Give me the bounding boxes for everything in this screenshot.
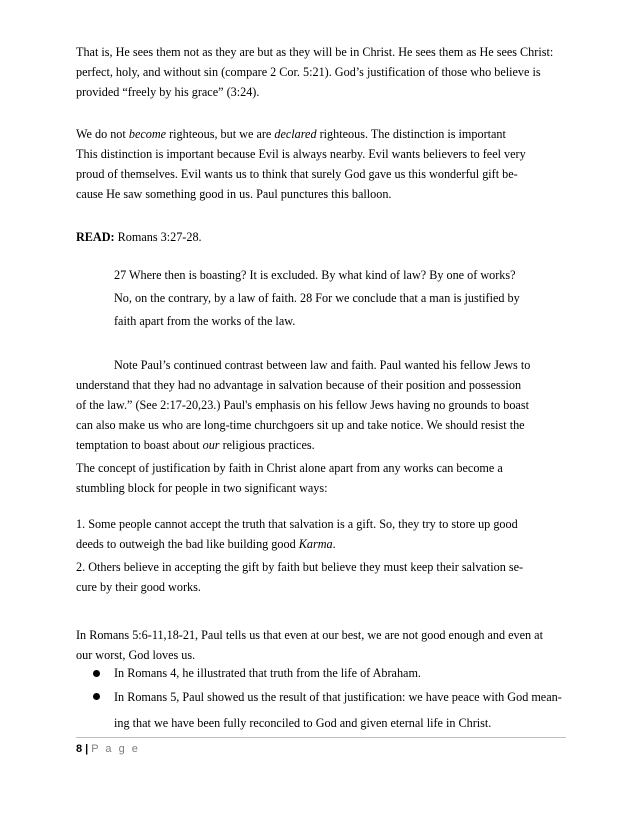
text-run: deeds to outweigh the bad like building good	[76, 537, 299, 551]
read-heading	[76, 227, 576, 247]
text-run: righteous. The distinction is important	[316, 127, 506, 141]
paragraph-justification-intro	[76, 42, 576, 102]
list-item	[76, 663, 576, 683]
text-line: 27 Where then is boasting? It is excluded. By what kind of law? By one of works?	[114, 268, 516, 282]
scripture-reference: Romans 3:27-28.	[114, 230, 202, 244]
italic-text: Karma	[298, 537, 333, 551]
text-run: religious practices.	[219, 438, 315, 452]
text-line: can also make us who are long-time churchgoers sit up and take notice. We should resist the	[76, 418, 525, 432]
paragraph-declared-righteous	[76, 124, 576, 204]
text-line: cause He saw something good in us. Paul punctures this balloon.	[76, 187, 392, 201]
text-line: stumbling block for people in two significant ways:	[76, 481, 328, 495]
page-footer	[76, 737, 566, 758]
italic-text: our	[202, 438, 220, 452]
list-item-text: In Romans 4, he illustrated that truth from the life of Abraham.	[114, 666, 421, 680]
text-line: of the law.” (See 2:17-20,23.) Paul's emphasis on his fellow Jews having no grounds to boast	[76, 398, 529, 412]
list-item	[76, 684, 576, 736]
footer-separator: |	[85, 743, 89, 755]
bullet-icon	[93, 693, 100, 700]
text-line	[76, 124, 576, 144]
text-line: cure by their good works.	[76, 580, 201, 594]
text-run: .	[332, 537, 336, 551]
page-word: P a g e	[91, 743, 140, 755]
text-line: No, on the contrary, by a law of faith. 28 For we conclude that a man is justified by	[114, 291, 520, 305]
text-line: proud of themselves. Evil wants us to think that surely God gave us this wonderful gift be-	[76, 167, 518, 181]
text-line: Note Paul’s continued contrast between law and faith. Paul wanted his fellow Jews to	[114, 358, 531, 372]
text-line: The concept of justification by faith in Christ alone apart from any works can become a	[76, 461, 503, 475]
numbered-point-1	[76, 514, 576, 554]
text-line: our worst, God loves us.	[76, 648, 196, 662]
bullet-list	[76, 663, 576, 736]
page-number-label	[76, 743, 140, 755]
paragraph-romans-5	[76, 625, 576, 665]
numbered-point-2	[76, 557, 576, 597]
text-line: provided “freely by his grace” (3:24).	[76, 85, 260, 99]
page-number: 8	[76, 743, 83, 755]
list-item-text: In Romans 5, Paul showed us the result of that justification: we have peace with God mean-	[114, 690, 562, 704]
italic-text: declared	[274, 127, 317, 141]
text-line	[76, 534, 576, 554]
text-line	[76, 227, 576, 247]
text-line: 1. Some people cannot accept the truth that salvation is a gift. So, they try to store up good	[76, 517, 518, 531]
read-label: READ:	[76, 230, 115, 244]
paragraph-stumbling-block	[76, 458, 576, 498]
paragraph-law-and-faith	[76, 355, 576, 455]
text-line: In Romans 5:6-11,18-21, Paul tells us that even at our best, we are not good enough and even at	[76, 628, 543, 642]
text-line: perfect, holy, and without sin (compare 2 Cor. 5:21). God’s justification of those who believe is	[76, 65, 541, 79]
text-line: faith apart from the works of the law.	[114, 314, 296, 328]
text-run: We do not	[76, 127, 129, 141]
text-run: righteous, but we are	[166, 127, 275, 141]
list-item-text: ing that we have been fully reconciled to God and given eternal life in Christ.	[114, 716, 492, 730]
text-run: temptation to boast about	[76, 438, 203, 452]
text-line: That is, He sees them not as they are but as they will be in Christ. He sees them as He sees Christ:	[76, 45, 554, 59]
text-line	[76, 435, 576, 455]
bullet-icon	[93, 670, 100, 677]
text-line: understand that they had no advantage in salvation because of their position and possession	[76, 378, 522, 392]
text-line: 2. Others believe in accepting the gift by faith but believe they must keep their salvation se-	[76, 560, 524, 574]
italic-text: become	[128, 127, 167, 141]
scripture-quote	[114, 264, 554, 333]
text-line: This distinction is important because Evil is always nearby. Evil wants believers to feel very	[76, 147, 526, 161]
